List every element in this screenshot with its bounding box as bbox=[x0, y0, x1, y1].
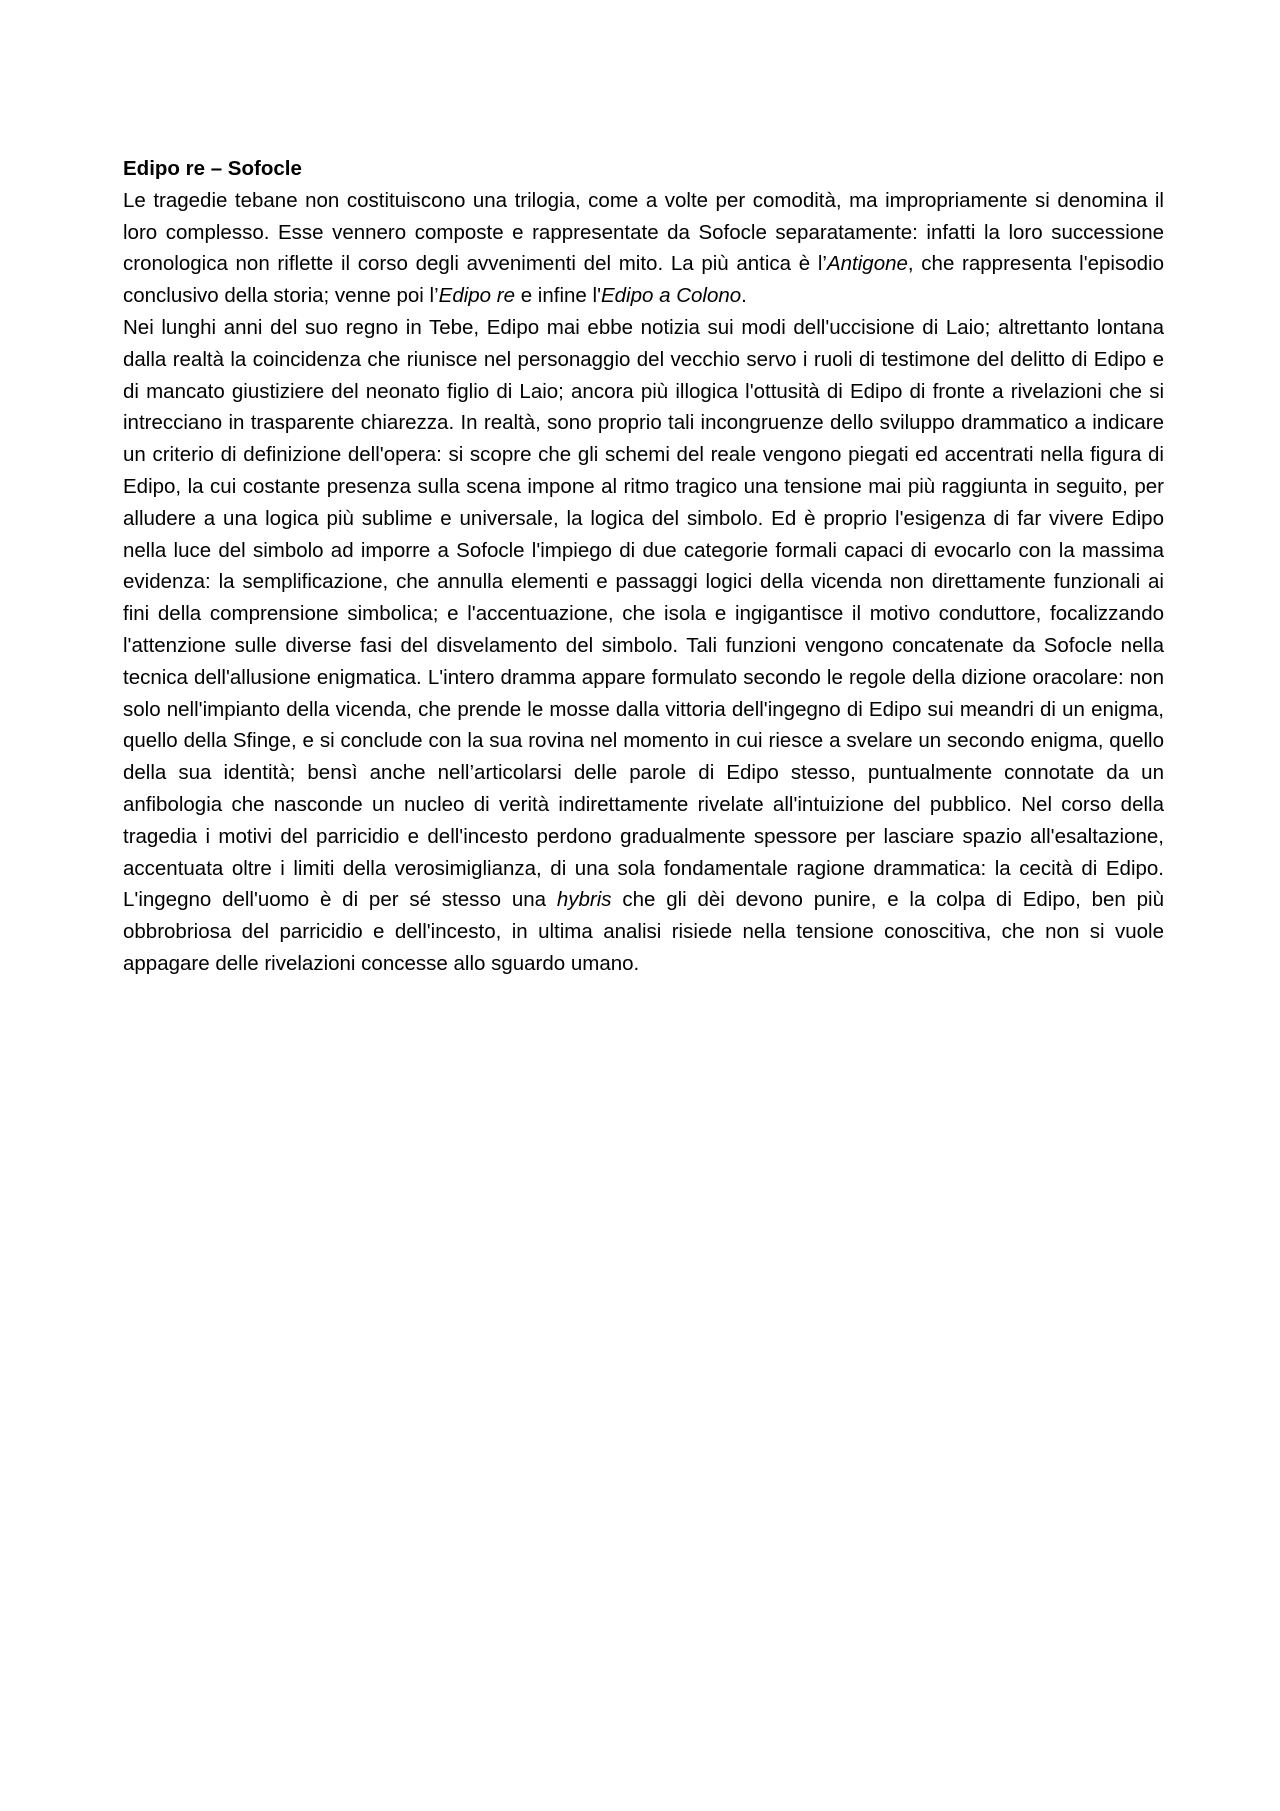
paragraph-intro bbox=[123, 185, 1164, 312]
paragraph-intro-text-4: . bbox=[741, 284, 747, 308]
paragraph-analysis-text-1: Nei lunghi anni del suo regno in Tebe, Edipo mai ebbe notizia sui modi dell'uccisione di Laio; altrettanto lontana dalla realtà la coincidenza che riunisce nel personaggio del vecchio servo i ruoli di testimone del delitto di Edipo e di mancato giustiziere del neonato figlio di Laio; ancora più illogica l'ottusità di Edipo di fronte a rivelazioni che si intrecciano in trasparente chiarezza. In realtà, sono proprio tali incongruenze dello sviluppo drammatico a indicare un criterio di definizione dell'opera: si scopre che gli schemi del reale vengono piegati ed accentrati nella figura di Edipo, la cui costante presenza sulla scena impone al ritmo tragico una tensione mai più raggiunta in seguito, per alludere a una logica più sublime e universale, la logica del simbolo. Ed è proprio l'esigenza di far vivere Edipo nella luce del simbolo ad imporre a Sofocle l'impiego di due categorie formali capaci di evocarlo con la massima evidenza: la semplificazione, che annulla elementi e passaggi logici della vicenda non direttamente funzionali ai fini della comprensione simbolica; e l'accentuazione, che isola e ingigantisce il motivo conduttore, focalizzando l'attenzione sulle diverse fasi del disvelamento del simbolo. Tali funzioni vengono concatenate da Sofocle nella tecnica dell'allusione enigmatica. L'intero dramma appare formulato secondo le regole della dizione oracolare: non solo nell'impianto della vicenda, che prende le mosse dalla vittoria dell'ingegno di Edipo sui meandri di un enigma, quello della Sfinge, e si conclude con la sua rovina nel momento in cui riesce a svelare un secondo enigma, quello della sua identità; bensì anche nell’articolarsi delle parole di Edipo stesso, puntualmente connotate da un anfibologia che nasconde un nucleo di verità indirettamente rivelate all'intuizione del pubblico. Nel corso della tragedia i motivi del parricidio e dell'incesto perdono gradualmente spessore per lasciare spazio all'esaltazione, accentuata oltre i limiti della verosimiglianza, di una sola fondamentale ragione drammatica: la cecità di Edipo. L'ingegno dell'uomo è di per sé stesso una bbox=[123, 315, 1164, 912]
work-title-edipo-a-colono: Edipo a Colono bbox=[600, 284, 742, 308]
work-title-antigone: Antigone bbox=[826, 252, 908, 276]
document-title: Edipo re – Sofocle bbox=[123, 157, 302, 180]
work-title-edipo-re: Edipo re bbox=[438, 284, 516, 308]
term-hybris: hybris bbox=[556, 888, 612, 912]
paragraph-analysis bbox=[123, 312, 1164, 980]
paragraph-intro-text-1: Le tragedie tebane non costituiscono una trilogia, come a volte per comodità, ma impropriamente si denomina il loro complesso. Esse vennero composte e rappresentate da Sofocle separatamente: infatti la loro successione cronologica non riflette il corso degli avvenimenti del mito. La più antica è l’ bbox=[123, 188, 1164, 276]
paragraph-intro-text-3: e infine l' bbox=[515, 284, 601, 308]
paragraph-intro-text-2: , che rappresenta l'episodio conclusivo della storia; venne poi l’ bbox=[123, 252, 1164, 308]
paragraph-analysis-text-2: che gli dèi devono punire, e la colpa di Edipo, ben più obbrobriosa del parricidio e dell'incesto, in ultima analisi risiede nella tensione conoscitiva, che non si vuole appagare delle rivelazioni concesse allo sguardo umano. bbox=[123, 888, 1164, 975]
document-body bbox=[123, 153, 1164, 980]
